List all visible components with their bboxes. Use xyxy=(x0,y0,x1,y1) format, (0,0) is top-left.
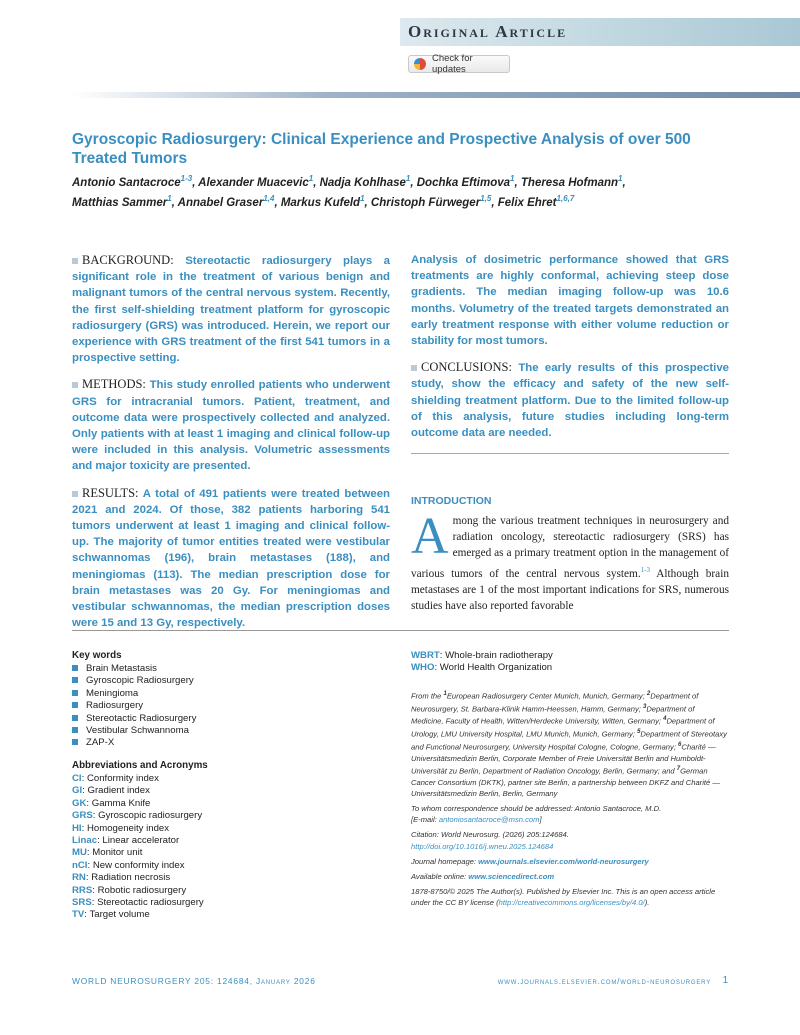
affil-num: 7 xyxy=(676,765,681,772)
section-label: RESULTS: xyxy=(82,485,139,500)
author[interactable]: Annabel Graser xyxy=(177,196,264,209)
affil-num: 6 xyxy=(678,741,682,748)
abbreviation-definition: Whole-brain radiotherapy xyxy=(445,650,553,661)
abstract-text: This study enrolled patients who underwent GRS for intracranial tumors. Patient, treatment, and outcome data were prospectively collected and analyzed. Only patients with at least 1 imaging and clinical follow-up were included in this analysis. Volumetric assessments and major toxicity are presented. xyxy=(72,379,390,473)
drop-cap: A xyxy=(411,508,449,565)
abbreviation-item: WHO: World Health Organization xyxy=(411,662,553,674)
affil-text: European Radiosurgery Center Munich, Munich, Germany; xyxy=(446,691,647,701)
affiliations-text xyxy=(411,689,729,799)
abbreviation-item: SRS: Stereotactic radiosurgery xyxy=(72,897,204,909)
abbreviation: HI xyxy=(72,822,82,834)
square-bullet-icon xyxy=(72,491,78,497)
abbreviation-definition: Gyroscopic radiosurgery xyxy=(98,810,203,822)
check-updates-button[interactable] xyxy=(408,55,510,73)
abbreviations-continued xyxy=(411,650,553,675)
abbreviation-item: GI: Gradient index xyxy=(72,785,150,797)
abstract-results-continued: Analysis of dosimetric performance showed that GRS treatments are highly conformal, achieving steep dose gradients. The median imaging follow-up was 10.6 months. Volumetry of the treated targets demonstrated an early treatment response with either volume reduction or stability for most tumors. xyxy=(411,254,729,348)
author-affil: 1,6,7 xyxy=(556,193,575,203)
abbreviation-item: nCI: New conformity index xyxy=(72,859,185,871)
abbreviation-item: HI: Homogeneity index xyxy=(72,822,170,834)
article-title: Gyroscopic Radiosurgery: Clinical Experience and Prospective Analysis of over 500 Treated Tumors xyxy=(72,131,691,167)
doi-link[interactable]: http://doi.org/10.1016/j.wneu.2025.124684 xyxy=(411,841,554,851)
keyword-item xyxy=(72,675,392,687)
abbreviation-item: RRS: Robotic radiosurgery xyxy=(72,884,187,896)
author[interactable]: Nadja Kohlhase xyxy=(319,176,406,189)
abbreviation: WHO xyxy=(411,662,435,674)
keyword-item xyxy=(72,700,392,712)
keywords-block xyxy=(72,650,392,750)
author-affil: 1 xyxy=(360,193,365,203)
affil-num: 2 xyxy=(646,691,651,697)
abstract-conclusions xyxy=(411,359,729,441)
keyword-item xyxy=(72,663,392,675)
keyword-text: Brain Metastasis xyxy=(86,663,157,674)
abbreviation-item: Linac: Linear accelerator xyxy=(72,835,180,847)
abbreviation: SRS xyxy=(72,897,92,909)
abbreviation: GK xyxy=(72,797,87,809)
page-footer xyxy=(72,976,729,990)
square-bullet-icon xyxy=(72,677,78,683)
homepage-link[interactable]: www.journals.elsevier.com/world-neurosurgery xyxy=(478,856,649,866)
abbreviations-heading: Abbreviations and Acronyms xyxy=(72,760,208,771)
square-bullet-icon xyxy=(72,665,78,671)
abbreviation: GRS xyxy=(72,810,93,822)
abstract-right-column xyxy=(411,252,729,451)
abbreviation-item: GRS: Gyroscopic radiosurgery xyxy=(72,810,203,822)
abbreviations-block xyxy=(72,760,392,922)
square-bullet-icon xyxy=(72,739,78,745)
abbreviation-definition: Homogeneity index xyxy=(86,822,170,834)
affil-num: 3 xyxy=(642,703,647,710)
section-label: BACKGROUND: xyxy=(82,253,174,267)
footer-journal: WORLD NEUROSURGERY 205: 124684, January 2026 xyxy=(72,976,316,986)
author-affil: 1,5 xyxy=(480,193,492,203)
keywords-list xyxy=(72,663,392,750)
abbreviations-list xyxy=(72,773,392,922)
abbreviation: RRS xyxy=(72,884,93,896)
available-online xyxy=(411,871,729,882)
affil-text: Department of Stereotaxy and Functional Neurosurgery, University Hospital Cologne, Cologne, Germany; xyxy=(411,729,727,752)
sciencedirect-link[interactable]: www.sciencedirect.com xyxy=(468,872,555,882)
journal-homepage xyxy=(411,856,729,867)
introduction-text xyxy=(411,508,729,614)
abbreviation-definition: New conformity index xyxy=(92,859,185,871)
abbreviation-definition: Monitor unit xyxy=(92,847,143,859)
keyword-text: Stereotactic Radiosurgery xyxy=(86,712,197,724)
author-affil: 1 xyxy=(308,174,314,183)
square-bullet-icon xyxy=(72,727,78,733)
affil-num: 5 xyxy=(637,729,641,736)
correspondence xyxy=(411,803,729,825)
abbreviation-definition: Stereotactic radiosurgery xyxy=(97,897,204,909)
abstract-text: Stereotactic radiosurgery plays a significant role in the treatment of various benign and malignant tumors of the central nervous system. Recently, the first self-shielding treatment platform for gyroscopic radiosurgery (GRS) was introduced. Herein, we report our experience with GRS treatment of the first 541 tumors in a prospective setting. xyxy=(72,255,390,365)
abbreviation: GI xyxy=(72,785,83,797)
abbreviation-definition: Radiation necrosis xyxy=(91,872,171,884)
affil-text: Charité — Universitätsmedizin Berlin, Corporate Member of Freie Universität Berlin and Humboldt-Universität zu Berlin, Department of Radiation Oncology, Berlin, Germany; and xyxy=(411,742,716,776)
article-type: Original Article xyxy=(408,22,568,41)
abstract-divider xyxy=(411,453,729,454)
check-updates-label: Check for updates xyxy=(431,53,473,75)
square-bullet-icon xyxy=(72,382,78,388)
abbreviation-item: RN: Radiation necrosis xyxy=(72,872,171,884)
affil-text: Department of Neurosurgery, St. Barbara-Klinik Hamm-Heessen, Hamm, Germany; xyxy=(411,691,699,714)
author[interactable]: Matthias Sammer xyxy=(72,196,168,209)
section-label: METHODS: xyxy=(82,377,146,392)
keyword-text: Radiosurgery xyxy=(86,700,144,712)
abstract-text: A total of 491 patients were treated between 2021 and 2024. Of those, 382 patients harboring 541 tumors underwent at least 1 imaging and clinical follow-up. The majority of tumor entities treated were vestibular schwannomas (196), brain metastases (188), and meningiomas (113). The median prescription dose for brain metastases was 20 Gy. For meningiomas and vestibular schwannomas, the median prescription doses were 15 and 13 Gy, respectively. xyxy=(72,487,390,630)
abstract-methods xyxy=(72,376,390,474)
abbreviation-item: WBRT: Whole-brain radiotherapy xyxy=(411,650,553,661)
online-label: Available online: xyxy=(411,872,469,882)
abbreviation-item: MU: Monitor unit xyxy=(72,847,143,859)
author-affil: 1 xyxy=(167,193,172,203)
author[interactable]: Markus Kufeld xyxy=(280,196,361,209)
author[interactable]: Felix Ehret xyxy=(497,196,557,209)
affil-text: Department of Urology, LMU University Hospital, LMU Munich, Munich, Germany; xyxy=(411,717,715,739)
author-affil: 1 xyxy=(618,174,623,183)
abbreviation-definition: Gamma Knife xyxy=(91,797,151,809)
abstract-text: The early results of this prospective study, show the efficacy and safety of the new self-shielding treatment platform. Due to the limited follow-up of this analysis, future studies including long-term outcome data are needed. xyxy=(411,362,729,440)
abbreviation-item: TV: Target volume xyxy=(72,909,150,921)
header-rule xyxy=(72,92,800,98)
abbreviation: nCI xyxy=(72,859,88,871)
footer-url[interactable]: www.journals.elsevier.com/world-neurosurgery xyxy=(497,976,711,986)
license-link[interactable]: http://creativecommons.org/licenses/by/4.0/ xyxy=(498,898,645,908)
keyword-item xyxy=(72,725,392,737)
license-suffix: ). xyxy=(644,898,650,908)
intro-text: Although brain metastases are 1 of the most important indications for SRS, numerous studies have also reported favorable xyxy=(411,567,729,612)
keywords-heading: Key words xyxy=(72,650,122,661)
license xyxy=(411,886,729,908)
abbreviation: TV xyxy=(72,909,85,921)
abbreviation-definition: World Health Organization xyxy=(439,662,553,674)
abbreviation: WBRT xyxy=(411,650,440,661)
affil-num: 1 xyxy=(443,691,447,697)
affiliations-block xyxy=(411,689,729,913)
abbreviation-definition: Target volume xyxy=(89,909,150,921)
intro-text: mong the various treatment techniques in neurosurgery and radiation oncology, stereotactic radiosurgery (SRS) has emerged as a primary treatment option in the management of various tumors of the central nervous system. xyxy=(411,515,729,580)
author[interactable]: Dochka Eftimova xyxy=(416,176,511,189)
correspondence-text: To whom correspondence should be addressed: Antonio Santacroce, M.D. xyxy=(411,804,662,814)
crossmark-icon xyxy=(414,58,426,70)
affil-num: 4 xyxy=(663,716,667,723)
section-label: CONCLUSIONS: xyxy=(421,360,512,375)
affil-text: German Cancer Consortium (DKTK), partner site Berlin, a partnership between DKFZ and Charité — Universitätsmedizin Berlin, Berlin, Germany xyxy=(411,766,720,798)
keyword-item xyxy=(72,688,392,700)
keyword-item xyxy=(72,713,392,725)
abbreviation-definition: Gradient index xyxy=(87,785,150,797)
email-suffix: ] xyxy=(539,815,542,825)
abbreviation: Linac xyxy=(72,835,98,847)
citation xyxy=(411,829,729,851)
author[interactable]: Christoph Fürweger xyxy=(370,196,481,209)
keyword-text: Meningioma xyxy=(86,687,139,699)
abbreviation: MU xyxy=(72,847,87,859)
email-prefix: [E-mail: xyxy=(411,815,439,825)
square-bullet-icon xyxy=(72,715,78,721)
abstract-results xyxy=(72,485,390,632)
author-affil: 1 xyxy=(510,174,515,183)
abstract-background xyxy=(72,252,390,366)
square-bullet-icon xyxy=(411,365,417,371)
homepage-label: Journal homepage: xyxy=(411,856,479,866)
affil-text: From the xyxy=(411,691,444,701)
keyword-text: Gyroscopic Radiosurgery xyxy=(86,675,194,687)
abstract-left-column xyxy=(72,252,390,641)
author-affil: 1-3 xyxy=(180,174,193,183)
square-bullet-icon xyxy=(72,690,78,696)
author-list: Antonio Santacroce$^{1-3}$, Alexander Muacevic$^1$, Nadja Kohlhase$^1$, Dochka Eftimova$^1$, Theresa Hofmann$^1$, Matthias Sammer$^1$, Annabel Graser$^{1,4}$, Markus Kufeld$^1$, Christoph Fürweger$^{1,5}$, Felix Ehret$^{1,6,7}$ xyxy=(72,174,626,209)
email-link[interactable]: antoniosantacroce@msn.com xyxy=(438,815,540,825)
abbreviation-definition: Conformity index xyxy=(86,773,159,784)
citation-text: Citation: World Neurosurg. (2026) 205:124684. xyxy=(411,830,569,840)
section-heading-introduction: INTRODUCTION xyxy=(411,495,492,507)
page-number: 1 xyxy=(722,975,729,986)
author[interactable]: Theresa Hofmann xyxy=(520,176,619,189)
author[interactable]: Antonio Santacroce xyxy=(72,176,181,189)
square-bullet-icon xyxy=(72,258,78,264)
author-affil: 1,4 xyxy=(263,193,275,203)
abbreviation-definition: Robotic radiosurgery xyxy=(97,884,187,896)
keyword-text: Vestibular Schwannoma xyxy=(86,725,189,737)
abbreviation-item: GK: Gamma Knife xyxy=(72,797,151,809)
front-matter-divider xyxy=(72,630,729,631)
keyword-text: ZAP-X xyxy=(86,737,115,749)
article-type-banner xyxy=(400,18,800,46)
abbreviation-definition: Linear accelerator xyxy=(102,835,180,847)
reference-link[interactable]: 1-3 xyxy=(640,565,651,574)
abbreviation: CI xyxy=(72,773,82,784)
license-text: 1878-8750/© 2025 The Author(s). Published by Elsevier Inc. This is an open access article under the CC BY license ( xyxy=(411,887,716,908)
abbreviation-item: CI: Conformity index xyxy=(72,773,159,784)
abbreviation: RN xyxy=(72,872,86,884)
author-affil: 1 xyxy=(405,174,411,183)
author[interactable]: Alexander Muacevic xyxy=(198,176,309,189)
affil-text: Department of Medicine, Faculty of Health, Witten/Herdecke University, Witten, Germany; xyxy=(411,704,695,726)
keyword-item xyxy=(72,737,392,749)
square-bullet-icon xyxy=(72,702,78,708)
